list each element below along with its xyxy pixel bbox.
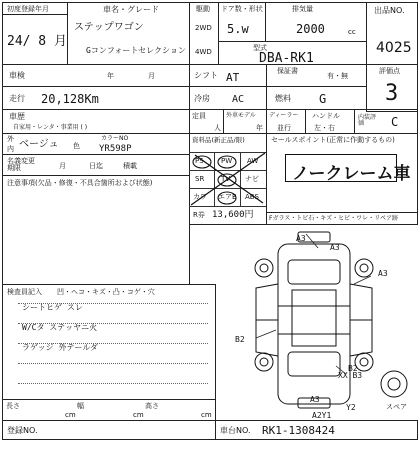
color-ext-label: 外 — [7, 135, 14, 143]
inspection-label: 検査員記入 — [7, 288, 42, 296]
interior-label: 内装評価 — [358, 114, 377, 127]
chassis-value: RK1-1308424 — [262, 424, 335, 437]
renamed-day: 日迄 — [89, 162, 103, 170]
equip-pw: PW — [221, 157, 233, 165]
ac-label: 冷房 — [194, 94, 210, 103]
drive-2wd: 2WD — [195, 24, 212, 32]
interior-value: C — [391, 115, 399, 129]
equip-tv: TV — [221, 175, 231, 183]
length-label: 長さ — [6, 402, 20, 410]
renamed-label: 名義変更期限 — [7, 157, 35, 172]
ac-cell — [189, 86, 267, 110]
first-reg-label: 初度登録年月 — [7, 5, 49, 13]
mark-b2-left: B2 — [235, 335, 245, 344]
color-label: 色 — [73, 142, 80, 150]
mark-a3-front-right: A3 — [330, 243, 340, 252]
dealer-cell — [266, 109, 306, 134]
first-reg-value: 24/ 8 月 — [7, 34, 67, 49]
mark-a2y1: A2Y1 — [312, 411, 332, 420]
no-claim-box — [285, 154, 411, 184]
inspection-note-3: ラゲッジ 外テールダ — [22, 343, 99, 352]
inspection-note-1: シートヒゲ スレ — [22, 303, 83, 312]
mark-a3-right: A3 — [378, 269, 388, 278]
inspection-legend: 凹・ヘコ・キズ・凸・コゲ・穴 — [57, 288, 155, 296]
doors-cell — [218, 2, 266, 42]
equip-navi: ナビ — [245, 175, 259, 183]
katashiki-value: DBA-RK1 — [259, 51, 314, 66]
ext-model-label: 外車モデル — [226, 112, 256, 119]
no-claim-text: ノークレーム車 — [292, 164, 411, 184]
inspection-note-2: W/Cタ ステッヤニ火 — [22, 323, 98, 332]
drive-4wd: 4WD — [195, 48, 212, 56]
ext-model-value: 年 — [256, 124, 263, 132]
color-int-label: 内 — [7, 145, 14, 153]
fuel-label: 燃料 — [275, 94, 291, 103]
fuel-value: G — [319, 92, 327, 106]
shaken-year-unit: 年 — [107, 72, 114, 80]
width-unit: cm — [133, 411, 144, 419]
katashiki-cell — [218, 41, 367, 65]
height-unit: cm — [201, 411, 212, 419]
spare-label: スペア — [386, 403, 407, 411]
notes-cell — [2, 175, 190, 285]
history-cell — [2, 109, 190, 134]
shift-value: AT — [226, 71, 240, 84]
mark-a3-front: A3 — [296, 234, 306, 243]
doors-value: 5.w — [227, 22, 249, 36]
r-ken-value: 13,600円 — [212, 210, 254, 220]
score-label: 評価点 — [379, 67, 400, 75]
length-unit: cm — [65, 411, 76, 419]
warranty-label: 保証書 — [277, 67, 298, 75]
sales-point-label: セールスポイント(正常に作動するもの) — [271, 136, 395, 144]
displacement-label: 排気量 — [292, 5, 313, 13]
sales-point-cell — [266, 133, 418, 213]
mileage-label: 走行 — [9, 94, 25, 103]
equip-abs: ABS — [245, 193, 259, 201]
lot-cell — [366, 2, 418, 65]
renamed-month: 月 — [59, 162, 66, 170]
car-damage-diagram — [216, 226, 418, 416]
handle-cell — [305, 109, 355, 134]
score-cell — [366, 64, 418, 112]
glass-list: Fガラス・トビ石・キズ・ヒビ・ワレ・リペア跡 — [269, 215, 399, 222]
color-value: ベージュ — [19, 139, 59, 150]
capacity-cell — [189, 109, 224, 134]
shaken-month-unit: 月 — [148, 72, 155, 80]
dealer-label: ディーラー — [269, 112, 299, 119]
history-label: 車歴 — [9, 112, 25, 121]
color-cell — [2, 133, 190, 155]
equip-kawa: カワ — [193, 193, 207, 201]
warranty-yes-no: 有・無 — [327, 72, 348, 80]
shaken-cell — [2, 64, 190, 87]
handle-label: ハンドル — [312, 112, 340, 120]
displacement-cell — [265, 2, 367, 42]
mileage-value: 20,128Km — [41, 92, 99, 106]
shift-label: シフト — [194, 71, 218, 80]
score-value: 3 — [385, 81, 399, 106]
reg-no-label: 登録NO. — [7, 426, 38, 435]
equip-ps: PS — [195, 157, 204, 165]
chassis-label: 車台NO. — [220, 426, 251, 435]
mark-a3-rear: A3 — [310, 395, 320, 404]
handle-value: 左・右 — [314, 124, 335, 132]
dealer-value: 並行 — [277, 124, 291, 132]
history-options: 自家用・レンタ・事業用 ( ) — [13, 124, 88, 131]
drive-label: 駆動 — [196, 5, 210, 13]
equip-airbag: エアB — [218, 193, 237, 201]
equip-aw: AW — [247, 157, 259, 165]
ac-value: AC — [232, 94, 245, 105]
shaken-label: 車検 — [9, 71, 25, 80]
equip-sr: SR — [195, 175, 205, 183]
doors-label: ドア数・形状 — [221, 5, 263, 13]
mileage-cell — [2, 86, 190, 110]
width-label: 幅 — [77, 402, 84, 410]
r-ken-label: R券 — [193, 211, 205, 219]
first-reg-value-cell — [2, 14, 68, 65]
documents-label: 資料品(新正品/限) — [192, 136, 245, 144]
color-no-value: YR598P — [99, 144, 132, 154]
mark-b2-rear: B2 — [348, 364, 358, 373]
fuel-cell — [266, 86, 367, 110]
dimensions-cell — [2, 399, 216, 421]
katashiki-label: 型式 — [253, 44, 267, 52]
equipment-cross-mark — [189, 133, 267, 213]
model-grade-cell — [67, 2, 190, 65]
drive-cell — [189, 2, 219, 65]
shift-cell — [189, 64, 267, 87]
lot-value[interactable]: 4025 — [376, 40, 412, 56]
capacity-label: 定員 — [192, 112, 206, 120]
interior-cell — [354, 109, 418, 134]
displacement-value: 2000 — [296, 22, 325, 36]
reg-no-cell — [2, 420, 216, 440]
displacement-unit: cc — [348, 28, 356, 36]
notes-label: 注意事項(欠品・修復・不具合箇所および状態) — [7, 179, 153, 187]
lot-label: 出品NO. — [374, 6, 405, 15]
warranty-cell — [266, 64, 367, 87]
mark-xx-b3: XX B3 — [338, 371, 363, 380]
mark-y2: Y2 — [346, 403, 356, 412]
capacity-unit: 人 — [214, 124, 221, 132]
height-label: 高さ — [145, 402, 159, 410]
model-name: ステップワゴン — [74, 22, 144, 33]
grade: Gコンフォートセレクション — [86, 46, 186, 55]
glass-cell — [266, 212, 418, 225]
chassis-cell — [215, 420, 418, 440]
color-no-label: カラーNO — [101, 135, 129, 142]
loading-label: 積載 — [123, 162, 137, 170]
ext-model-cell — [223, 109, 267, 134]
model-grade-label: 車名・グレード — [103, 5, 159, 14]
renamed-cell — [2, 154, 190, 176]
